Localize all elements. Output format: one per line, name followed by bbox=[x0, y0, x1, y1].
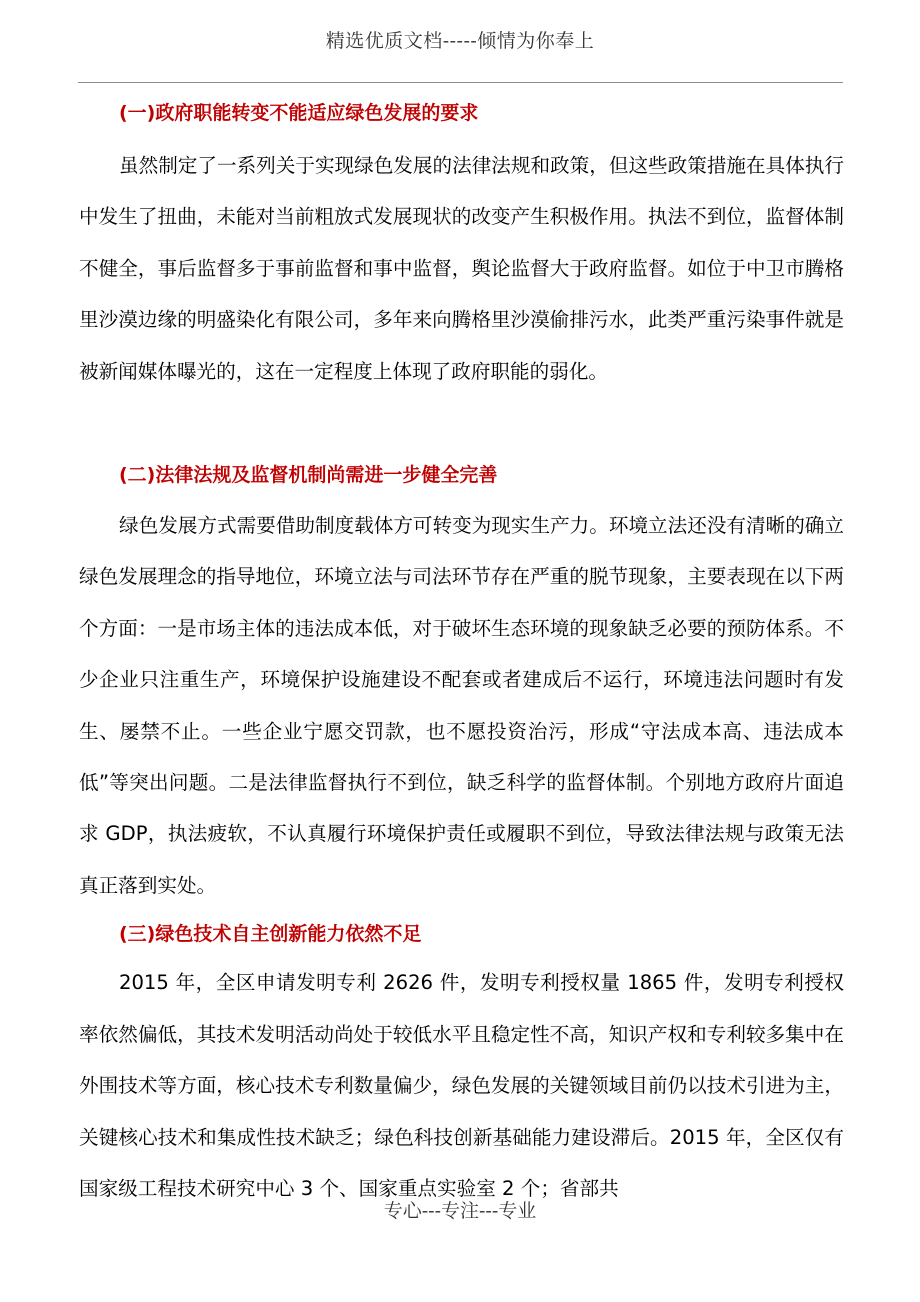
section-heading-3: (三)绿色技术自主创新能力依然不足 bbox=[119, 923, 422, 946]
page-header: 精选优质文档-----倾情为你奉上 bbox=[325, 30, 595, 52]
page-footer: 专心---专注---专业 bbox=[383, 1200, 537, 1222]
section-heading-2: (二)法律法规及监督机制尚需进一步健全完善 bbox=[119, 464, 498, 487]
section-paragraph-3: 2015 年，全区申请发明专利 2626 件，发明专利授权量 1865 件，发明专利授权率依然偏低，其技术发明活动尚处于较低水平且稳定性不高，知识产权和专利较多集中在外围技术等方面，核心技术专利数量偏少，绿色发展的关键领域目前仍以技术引进为主，关键核心技术和集成性技术缺乏；绿色科技创新基础能力建设滞后。2015 年，全区仅有国家级工程技术研究中心 3 个、国家重点实验室 2 个；省部共 bbox=[79, 971, 844, 1200]
document-body bbox=[79, 86, 844, 1214]
section-paragraph-2: 绿色发展方式需要借助制度载体方可转变为现实生产力。环境立法还没有清晰的确立绿色发展理念的指导地位，环境立法与司法环节存在严重的脱节现象，主要表现在以下两个方面：一是市场主体的违法成本低，对于破坏生态环境的现象缺乏必要的预防体系。不少企业只注重生产，环境保护设施建设不配套或者建成后不运行，环境违法问题时有发生、屡禁不止。一些企业宁愿交罚款，也不愿投资治污，形成“守法成本高、违法成本低”等突出问题。二是法律监督执行不到位，缺乏科学的监督体制。个别地方政府片面追求 GDP，执法疲软，不认真履行环境保护责任或履职不到位，导致法律法规与政策无法真正落到实处。 bbox=[79, 514, 844, 897]
section-heading-1: (一)政府职能转变不能适应绿色发展的要求 bbox=[119, 102, 479, 124]
paragraph-spacer bbox=[79, 397, 844, 450]
section-paragraph-1: 虽然制定了一系列关于实现绿色发展的法律法规和政策，但这些政策措施在具体执行中发生了扭曲，未能对当前粗放式发展现状的改变产生积极作用。执法不到位，监督体制不健全，事后监督多于事前监督和事中监督，舆论监督大于政府监督。如位于中卫市腾格里沙漠边缘的明盛染化有限公司，多年来向腾格里沙漠偷排污水，此类严重污染事件就是被新闻媒体曝光的，这在一定程度上体现了政府职能的弱化。 bbox=[79, 154, 844, 383]
header-divider bbox=[78, 82, 843, 83]
